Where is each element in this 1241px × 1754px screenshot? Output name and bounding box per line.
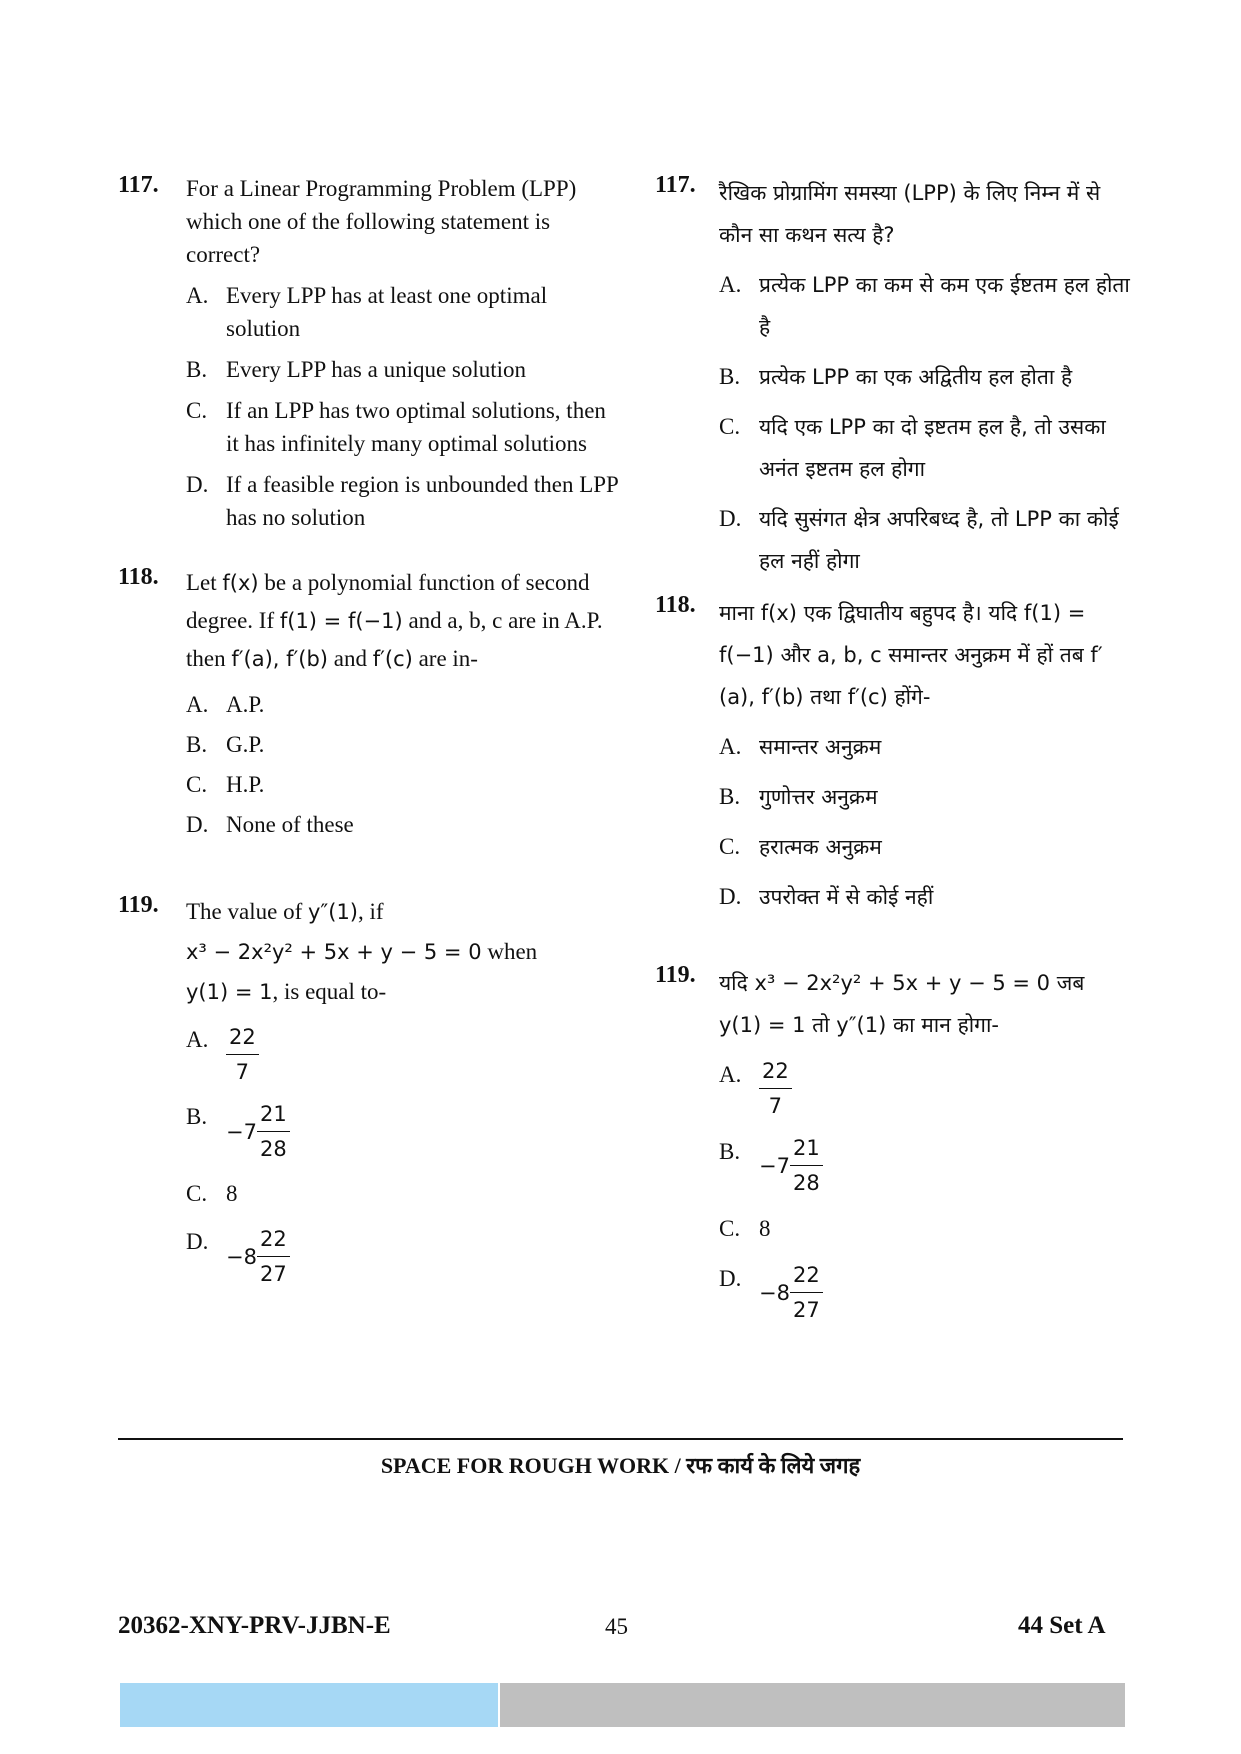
question-119-en	[118, 892, 618, 1291]
option-b: B. Every LPP has a unique solution	[186, 357, 527, 382]
set-label: 44 Set A	[1018, 1612, 1106, 1639]
question-number: 119.	[655, 962, 696, 988]
option-b: B. −7 $\frac{21}{28}$	[186, 1097, 618, 1166]
question-119-hi	[655, 962, 1135, 1327]
question-number: 117.	[655, 172, 696, 198]
question-text: For a Linear Programming Problem (LPP) which one of the following statement is correct?	[186, 176, 577, 267]
question-117-hi	[655, 172, 1135, 582]
question-text: The value of y″(1), if x³ − 2x²y² + 5x + y − 5 = 0 when y(1) = 1, is equal to-	[186, 899, 538, 1004]
footer-divider	[118, 1438, 1123, 1440]
option-b: B. प्रत्येक LPP का एक अद्वितीय हल होता है	[719, 364, 1073, 389]
option-c: C. If an LPP has two optimal solutions, then it has infinitely many optimal solutions	[186, 398, 606, 456]
footer-blue-bar	[120, 1683, 498, 1727]
question-number: 118.	[118, 564, 159, 590]
mixed-number: −7 $\frac{21}{28}$	[759, 1131, 823, 1200]
fraction: $\frac{22}{7}$	[226, 1020, 259, 1089]
option-b: B. गुणोत्तर अनुक्रम	[719, 784, 878, 809]
option-a: A. A.P.	[186, 692, 265, 717]
english-column	[118, 172, 618, 1291]
question-118-en	[118, 564, 618, 844]
option-a: A. $\frac{22}{7}$	[186, 1020, 618, 1089]
question-117-en	[118, 172, 618, 534]
question-number: 118.	[655, 592, 696, 618]
question-text: Let f(x) be a polynomial function of second degree. If f(1) = f(−1) and a, b, c are in A.P. then f′(a), f′(b) and f′(c) are in-	[186, 570, 603, 671]
option-c: C. 8	[186, 1181, 238, 1206]
option-c: C. हरात्मक अनुक्रम	[719, 834, 882, 859]
paper-code: 20362-XNY-PRV-JJBN-E	[118, 1612, 391, 1639]
option-a: A. समान्तर अनुक्रम	[719, 734, 882, 759]
option-a: A. प्रत्येक LPP का कम से कम एक ईष्टतम हल होता है	[719, 272, 1130, 339]
fraction: $\frac{22}{7}$	[759, 1054, 792, 1123]
mixed-number: −7 $\frac{21}{28}$	[226, 1097, 290, 1166]
option-b: B. −7 $\frac{21}{28}$	[719, 1131, 1135, 1200]
option-d: D. If a feasible region is unbounded then LPP has no solution	[186, 472, 618, 530]
option-d: D. उपरोक्त में से कोई नहीं	[719, 884, 934, 909]
option-a: A. $\frac{22}{7}$	[719, 1054, 1135, 1123]
question-text: रैखिक प्रोग्रामिंग समस्या (LPP) के लिए निम्न में से कौन सा कथन सत्य है?	[719, 181, 1101, 247]
footer-gray-bar	[500, 1683, 1125, 1727]
question-text: यदि x³ − 2x²y² + 5x + y − 5 = 0 जब y(1) = 1 तो y″(1) का मान होगा-	[719, 971, 1085, 1037]
question-text: माना f(x) एक द्विघातीय बहुपद है। यदि f(1) = f(−1) और a, b, c समान्तर अनुक्रम में हों तब f′(a), f′(b) तथा f′(c) होंगे-	[719, 601, 1103, 709]
question-number: 117.	[118, 172, 159, 198]
rough-work-label: SPACE FOR ROUGH WORK / रफ कार्य के लिये जगह	[380, 1453, 861, 1478]
option-d: D. यदि सुसंगत क्षेत्र अपरिबध्द है, तो LPP का कोई हल नहीं होगा	[719, 506, 1119, 573]
mixed-number: −8 $\frac{22}{27}$	[759, 1258, 823, 1327]
option-d: D. −8 $\frac{22}{27}$	[186, 1222, 618, 1291]
option-c: C. यदि एक LPP का दो इष्टतम हल है, तो उसका अनंत इष्टतम हल होगा	[719, 414, 1106, 481]
option-d: D. None of these	[186, 812, 354, 837]
mixed-number: −8 $\frac{22}{27}$	[226, 1222, 290, 1291]
hindi-column	[655, 172, 1135, 1327]
option-c: C. 8	[719, 1216, 771, 1241]
option-a: A. Every LPP has at least one optimal solution	[186, 283, 548, 341]
question-number: 119.	[118, 892, 159, 918]
option-d: D. −8 $\frac{22}{27}$	[719, 1258, 1135, 1327]
question-118-hi	[655, 592, 1135, 918]
option-b: B. G.P.	[186, 732, 265, 757]
option-c: C. H.P.	[186, 772, 265, 797]
page-number: 45	[605, 1614, 628, 1639]
